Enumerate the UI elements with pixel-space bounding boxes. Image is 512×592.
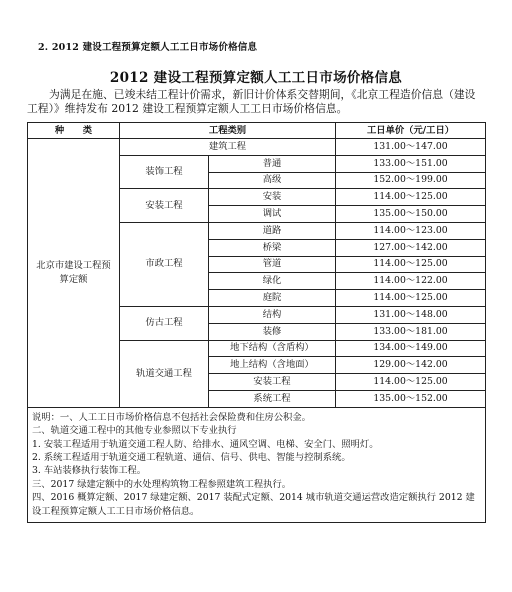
category-cell: 北京市建设工程预算定额 <box>28 139 120 408</box>
price-cell: 114.00～125.00 <box>336 290 486 307</box>
document-title: 2012 建设工程预算定额人工工日市场价格信息 <box>109 70 403 86</box>
note-line: 说明：一、人工工日市场价格信息不包括社会保险费和住房公积金。 <box>32 411 311 423</box>
price-cell: 114.00～125.00 <box>336 256 486 273</box>
work-item: 系统工程 <box>209 390 336 407</box>
price-cell: 127.00～142.00 <box>336 239 486 256</box>
header-price: 工日单价（元/工日） <box>336 123 486 139</box>
notes-cell <box>28 407 486 522</box>
section-heading: 2. 2012 建设工程预算定额人工工日市场价格信息 <box>38 42 258 53</box>
note-line: 1. 安装工程适用于轨道交通工程人防、给排水、通风空调、电梯、安全门、照明灯。 <box>32 438 379 450</box>
work-item: 普通 <box>209 155 336 172</box>
group-cell: 装饰工程 <box>120 155 209 189</box>
note-line: 3. 车站装修执行装饰工程。 <box>32 465 147 477</box>
price-cell: 133.00～151.00 <box>336 155 486 172</box>
note-line: 二、轨道交通工程中的其他专业参照以下专业执行 <box>32 425 237 437</box>
work-item: 道路 <box>209 222 336 239</box>
work-item: 庭院 <box>209 290 336 307</box>
price-cell: 114.00～125.00 <box>336 374 486 391</box>
group-cell: 市政工程 <box>120 222 209 306</box>
table-row <box>28 139 486 156</box>
price-cell: 114.00～123.00 <box>336 222 486 239</box>
intro-paragraph: 为满足在施、已竣未结工程计价需求，新旧计价体系交替期间，《北京工程造价信息（建设工程）》维持发布 2012 建设工程预算定额人工工日市场价格信息。 <box>27 88 476 115</box>
table-header-row <box>28 123 486 139</box>
work-item: 建筑工程 <box>120 139 336 156</box>
price-cell: 135.00～150.00 <box>336 206 486 223</box>
group-cell: 安装工程 <box>120 189 209 223</box>
price-cell: 134.00～149.00 <box>336 340 486 357</box>
price-cell: 152.00～199.00 <box>336 172 486 189</box>
work-item: 装修 <box>209 323 336 340</box>
note-line: 四、2016 概算定额、2017 绿建定额、2017 装配式定额、2014 城市轨道交通运营改造定额执行 2012 建设工程预算定额人工工日市场价格信息。 <box>32 492 475 517</box>
price-cell: 114.00～122.00 <box>336 273 486 290</box>
work-item: 结构 <box>209 306 336 323</box>
price-table <box>27 122 486 523</box>
header-category: 种 类 <box>28 123 120 139</box>
work-item: 管道 <box>209 256 336 273</box>
price-cell: 131.00～148.00 <box>336 306 486 323</box>
work-item: 安装工程 <box>209 374 336 391</box>
work-item: 地下结构（含盾构） <box>209 340 336 357</box>
price-cell: 133.00～181.00 <box>336 323 486 340</box>
header-work-type: 工程类别 <box>120 123 336 139</box>
notes-row <box>28 407 486 522</box>
price-cell: 131.00～147.00 <box>336 139 486 156</box>
work-item: 安装 <box>209 189 336 206</box>
work-item: 桥梁 <box>209 239 336 256</box>
work-item: 高级 <box>209 172 336 189</box>
work-item: 地上结构（含地面） <box>209 357 336 374</box>
note-line: 三、2017 绿建定额中的水处理构筑物工程参照建筑工程执行。 <box>32 478 292 490</box>
price-cell: 129.00～142.00 <box>336 357 486 374</box>
group-cell: 仿古工程 <box>120 306 209 340</box>
group-cell: 轨道交通工程 <box>120 340 209 407</box>
work-item: 绿化 <box>209 273 336 290</box>
note-line: 2. 系统工程适用于轨道交通工程轨道、通信、信号、供电、智能与控制系统。 <box>32 451 351 463</box>
work-item: 调试 <box>209 206 336 223</box>
price-cell: 135.00～152.00 <box>336 390 486 407</box>
price-cell: 114.00～125.00 <box>336 189 486 206</box>
